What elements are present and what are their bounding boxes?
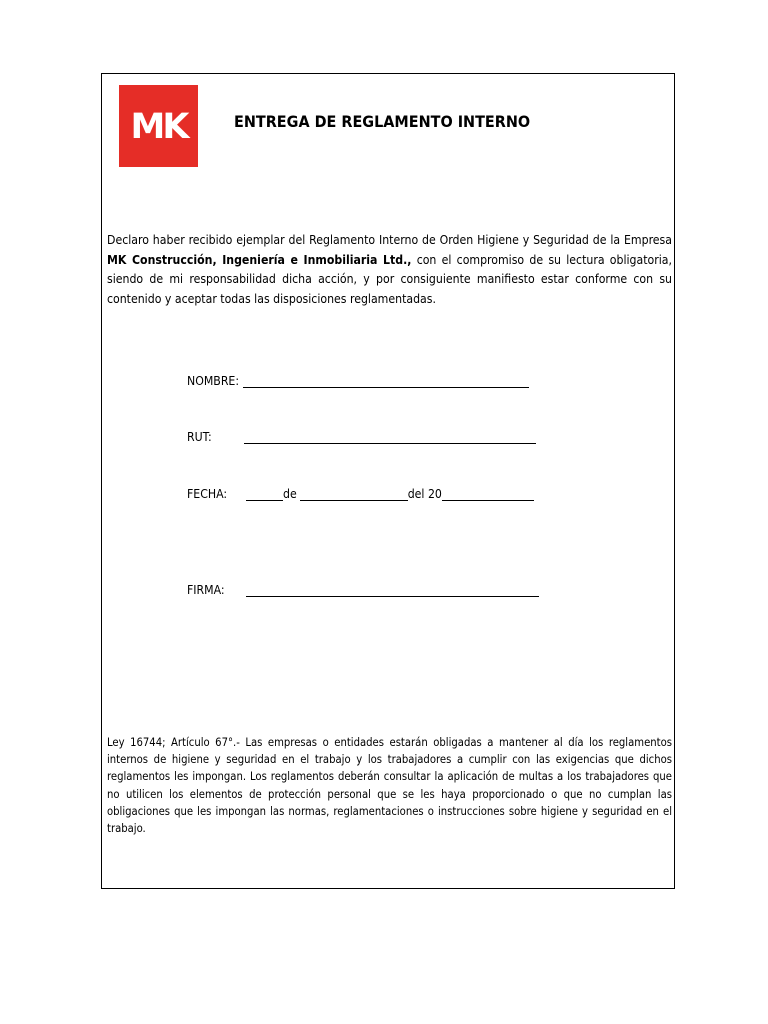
nombre-blank-line[interactable] xyxy=(243,375,529,388)
rut-blank-line[interactable] xyxy=(244,431,536,444)
fecha-label: FECHA: xyxy=(187,487,228,501)
fecha-de-text: de xyxy=(283,487,297,501)
declaration-text-end: con el compromiso de su lectura obligatoria, siendo de mi responsabilidad dicha acción, y por consiguiente manifiesto estar conforme con su contenido y aceptar todas las disposiciones reglamentadas. xyxy=(107,252,672,307)
nombre-label: NOMBRE: xyxy=(187,374,240,388)
firma-label: FIRMA: xyxy=(187,583,225,597)
fecha-day-line[interactable] xyxy=(246,488,283,501)
firma-field xyxy=(187,583,539,597)
document-frame xyxy=(101,73,675,889)
rut-field xyxy=(187,430,536,444)
declaration-text-start: Declaro haber recibido ejemplar del Reglamento Interno de Orden Higiene y Seguridad de la Empresa xyxy=(107,233,672,247)
fecha-del-text: del 20 xyxy=(407,487,442,501)
law-article-paragraph: Ley 16744; Artículo 67°.- Las empresas o entidades estarán obligadas a mantener al día los reglamentos internos de higiene y seguridad en el trabajo y los trabajadores a cumplir con las exigencias que dichos reglamentos les impongan. Los reglamentos deberán consultar la aplicación de multas a los trabajadores que no utilicen los elementos de protección personal que se les haya proporcionado o que no cumplan las obligaciones que les impongan las normas, reglamentaciones o instrucciones sobre higiene y seguridad en el trabajo. xyxy=(107,736,672,836)
document-title: ENTREGA DE REGLAMENTO INTERNO xyxy=(234,112,531,131)
rut-label: RUT: xyxy=(187,430,212,444)
company-name: MK Construcción, Ingeniería e Inmobiliaria Ltd., xyxy=(107,252,412,267)
fecha-year-line[interactable] xyxy=(442,488,534,501)
fecha-field xyxy=(187,487,534,501)
company-logo xyxy=(119,85,198,167)
declaration-paragraph xyxy=(107,231,672,310)
logo-text: MK xyxy=(130,107,187,147)
fecha-month-line[interactable] xyxy=(300,488,408,501)
firma-blank-line[interactable] xyxy=(246,584,539,597)
nombre-field xyxy=(187,374,529,388)
